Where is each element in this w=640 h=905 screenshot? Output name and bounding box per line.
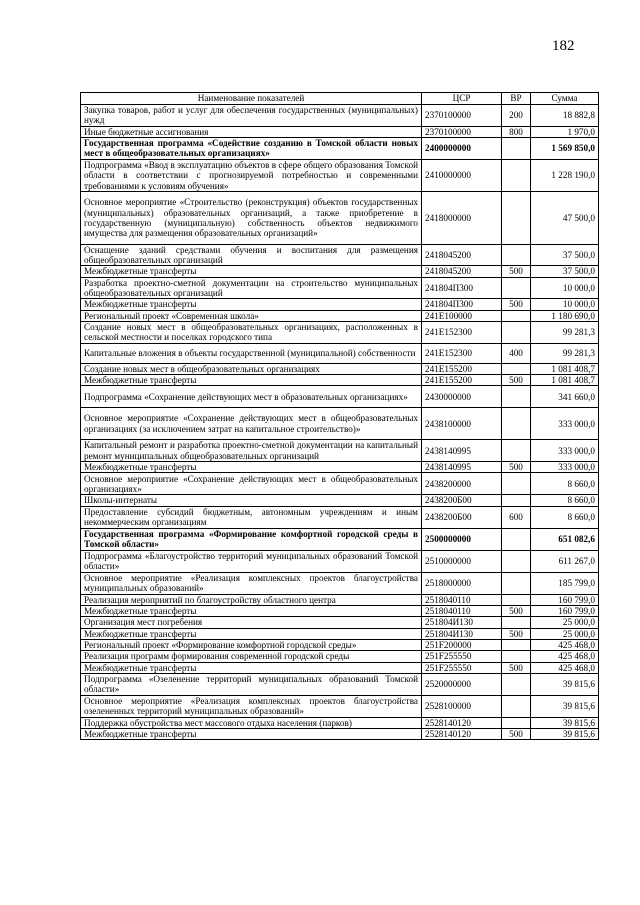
cell-csr: 2528140120 [422,729,502,740]
cell-vr [502,321,531,343]
cell-csr: 2500000000 [422,528,502,550]
cell-vr [502,408,531,440]
cell-csr: 251804И130 [422,628,502,639]
table-row [81,673,599,695]
cell-name: Межбюджетные трансферты [81,606,422,617]
cell-sum: 99 281,3 [531,321,599,343]
cell-csr: 2400000000 [422,137,502,159]
cell-name: Капитальный ремонт и разработка проектно-сметной документации на капитальный ремонт муниципальных общеобразовательных организаций [81,440,422,462]
budget-table [80,92,599,740]
cell-name: Региональный проект «Формирование комфортной городской среды» [81,639,422,650]
page-number: 182 [552,38,575,54]
cell-name: Поддержка обустройства мест массового отдыха населения (парков) [81,717,422,728]
cell-name: Предоставление субсидий бюджетным, автономным учреждениям и иным некоммерческим организациям [81,506,422,528]
table-row [81,266,599,277]
cell-sum: 37 500,0 [531,244,599,266]
cell-vr [502,310,531,321]
cell-sum: 425 468,0 [531,651,599,662]
cell-name: Закупка товаров, работ и услуг для обеспечения государственных (муниципальных) нужд [81,105,422,127]
cell-name: Организация мест погребения [81,617,422,628]
cell-csr: 241E100000 [422,310,502,321]
table-row [81,550,599,572]
cell-sum: 1 228 190,0 [531,159,599,191]
cell-sum: 341 660,0 [531,386,599,408]
cell-csr: 2528100000 [422,695,502,717]
cell-vr [502,244,531,266]
cell-vr [502,550,531,572]
cell-csr: 241E152300 [422,321,502,343]
cell-vr: 500 [502,299,531,310]
table-row [81,651,599,662]
table-row [81,594,599,605]
cell-sum: 18 882,8 [531,105,599,127]
cell-csr: 2518040110 [422,594,502,605]
cell-sum: 333 000,0 [531,440,599,462]
cell-sum: 333 000,0 [531,408,599,440]
cell-vr: 200 [502,105,531,127]
cell-csr: 2418000000 [422,191,502,244]
table-row [81,244,599,266]
table-row [81,495,599,506]
table-row [81,126,599,137]
table-row [81,321,599,343]
cell-vr: 500 [502,729,531,740]
cell-csr: 2418045200 [422,244,502,266]
table-row [81,299,599,310]
cell-csr: 2370100000 [422,126,502,137]
cell-sum: 39 815,6 [531,695,599,717]
table-row [81,159,599,191]
cell-csr: 2518040110 [422,606,502,617]
table-header-row [81,93,599,105]
cell-sum: 8 660,0 [531,473,599,495]
cell-csr: 2438200000 [422,473,502,495]
cell-csr: 241804П300 [422,277,502,299]
cell-csr: 241804П300 [422,299,502,310]
cell-sum: 39 815,6 [531,717,599,728]
table-row [81,729,599,740]
cell-vr [502,594,531,605]
cell-sum: 8 660,0 [531,506,599,528]
table-row [81,310,599,321]
table-row [81,277,599,299]
cell-vr: 500 [502,462,531,473]
cell-name: Основное мероприятие «Сохранение действующих мест в общеобразовательных организациях» [81,473,422,495]
cell-sum: 1 180 690,0 [531,310,599,321]
table-row [81,606,599,617]
table-row [81,473,599,495]
cell-csr: 2418045200 [422,266,502,277]
cell-csr: 251804И130 [422,617,502,628]
cell-vr: 600 [502,506,531,528]
table-body [81,105,599,740]
table-row [81,137,599,159]
cell-sum: 1 970,0 [531,126,599,137]
cell-csr: 2438200Б00 [422,506,502,528]
cell-name: Основное мероприятие «Реализация комплексных проектов благоустройства муниципальных образований» [81,572,422,594]
cell-name: Основное мероприятие «Сохранение действующих мест в общеобразовательных организациях (за исключением затрат на капитальное строительство)» [81,408,422,440]
table-row [81,528,599,550]
table-row [81,717,599,728]
cell-vr [502,137,531,159]
cell-vr [502,617,531,628]
cell-name: Разработка проектно-сметной документации на строительство муниципальных общеобразовательных организаций [81,277,422,299]
table-row [81,617,599,628]
table-row [81,628,599,639]
cell-sum: 1 081 408,7 [531,363,599,374]
cell-name: Подпрограмма «Ввод в эксплуатацию объектов в сфере общего образования Томской области в соответствии с прогнозируемой потребностью и современными требованиями к условиям обучения» [81,159,422,191]
cell-sum: 185 799,0 [531,572,599,594]
cell-vr [502,363,531,374]
cell-csr: 251F200000 [422,639,502,650]
cell-sum: 10 000,0 [531,277,599,299]
table-row [81,506,599,528]
cell-vr [502,440,531,462]
cell-sum: 25 000,0 [531,617,599,628]
table-row [81,462,599,473]
cell-sum: 8 660,0 [531,495,599,506]
cell-name: Школы-интернаты [81,495,422,506]
table-row [81,408,599,440]
cell-sum: 10 000,0 [531,299,599,310]
table-row [81,639,599,650]
cell-name: Государственная программа «Формирование комфортной городской среды в Томской области» [81,528,422,550]
cell-vr [502,639,531,650]
table-row [81,695,599,717]
cell-sum: 160 799,0 [531,594,599,605]
cell-sum: 39 815,6 [531,729,599,740]
cell-name: Реализация программ формирования современной городской среды [81,651,422,662]
table-row [81,105,599,127]
cell-csr: 241E155200 [422,363,502,374]
cell-csr: 2438200Б00 [422,495,502,506]
cell-csr: 2528140120 [422,717,502,728]
cell-vr [502,695,531,717]
cell-sum: 99 281,3 [531,343,599,363]
cell-vr [502,473,531,495]
table-row [81,363,599,374]
cell-vr [502,572,531,594]
cell-name: Межбюджетные трансферты [81,729,422,740]
cell-vr [502,717,531,728]
cell-sum: 37 500,0 [531,266,599,277]
cell-csr: 2520000000 [422,673,502,695]
cell-sum: 39 815,6 [531,673,599,695]
cell-name: Межбюджетные трансферты [81,462,422,473]
cell-vr: 500 [502,662,531,673]
cell-vr [502,673,531,695]
cell-name: Подпрограмма «Сохранение действующих мест в образовательных организациях» [81,386,422,408]
cell-sum: 25 000,0 [531,628,599,639]
cell-csr: 2438100000 [422,408,502,440]
cell-sum: 1 081 408,7 [531,374,599,385]
cell-sum: 1 569 850,0 [531,137,599,159]
cell-name: Реализация мероприятий по благоустройству областного центра [81,594,422,605]
cell-name: Межбюджетные трансферты [81,299,422,310]
cell-name: Подпрограмма «Благоустройство территорий муниципальных образований Томской области» [81,550,422,572]
cell-name: Создание новых мест в общеобразовательных организациях [81,363,422,374]
cell-vr: 500 [502,266,531,277]
cell-name: Межбюджетные трансферты [81,662,422,673]
cell-csr: 2430000000 [422,386,502,408]
cell-name: Подпрограмма «Озеленение территорий муниципальных образований Томской области» [81,673,422,695]
cell-csr: 2510000000 [422,550,502,572]
table-row [81,191,599,244]
cell-vr [502,386,531,408]
cell-csr: 2518000000 [422,572,502,594]
header-name: Наименование показателей [81,93,422,105]
cell-name: Межбюджетные трансферты [81,374,422,385]
cell-csr: 241E152300 [422,343,502,363]
cell-csr: 241E155200 [422,374,502,385]
cell-csr: 251F255550 [422,662,502,673]
cell-csr: 2438140995 [422,440,502,462]
cell-sum: 333 000,0 [531,462,599,473]
cell-vr: 500 [502,606,531,617]
cell-vr [502,651,531,662]
cell-name: Иные бюджетные ассигнования [81,126,422,137]
table-row [81,343,599,363]
cell-name: Государственная программа «Содействие созданию в Томской области новых мест в общеобразовательных организациях» [81,137,422,159]
cell-csr: 2438140995 [422,462,502,473]
cell-name: Межбюджетные трансферты [81,628,422,639]
table-row [81,572,599,594]
cell-name: Оснащение зданий средствами обучения и воспитания для размещения общеобразовательных организаций [81,244,422,266]
header-csr: ЦСР [422,93,502,105]
cell-vr: 400 [502,343,531,363]
cell-sum: 651 082,6 [531,528,599,550]
cell-name: Основное мероприятие «Реализация комплексных проектов благоустройства озелененных территорий муниципальных образований» [81,695,422,717]
cell-csr: 251F255550 [422,651,502,662]
cell-name: Региональный проект «Современная школа» [81,310,422,321]
cell-sum: 160 799,0 [531,606,599,617]
cell-csr: 2410000000 [422,159,502,191]
table-row [81,440,599,462]
cell-vr [502,191,531,244]
cell-name: Межбюджетные трансферты [81,266,422,277]
cell-vr [502,495,531,506]
cell-name: Капитальные вложения в объекты государственной (муниципальной) собственности [81,343,422,363]
table-row [81,662,599,673]
cell-csr: 2370100000 [422,105,502,127]
cell-vr [502,159,531,191]
cell-vr [502,277,531,299]
cell-vr: 500 [502,628,531,639]
cell-vr: 500 [502,374,531,385]
header-sum: Сумма [531,93,599,105]
cell-vr: 800 [502,126,531,137]
cell-sum: 47 500,0 [531,191,599,244]
cell-sum: 611 267,0 [531,550,599,572]
cell-sum: 425 468,0 [531,639,599,650]
cell-name: Основное мероприятие «Строительство (реконструкция) объектов государственных (муниципальных) образовательных организаций, а также приобретение в государственную (муниципальную) собственность объектов недвижимого имущества для размещения образовательных организаций» [81,191,422,244]
cell-sum: 425 468,0 [531,662,599,673]
cell-vr [502,528,531,550]
table-row [81,374,599,385]
cell-name: Создание новых мест в общеобразовательных организациях, расположенных в сельской местности и поселках городского типа [81,321,422,343]
table-row [81,386,599,408]
header-vr: ВР [502,93,531,105]
